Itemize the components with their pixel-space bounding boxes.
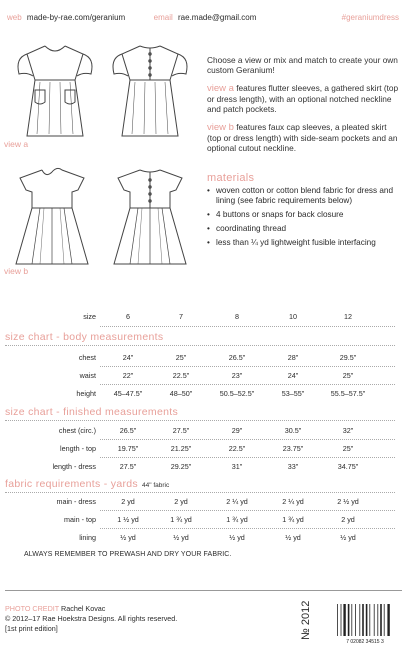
intro-lead: Choose a view or mix and match to create your own custom Geranium! xyxy=(207,55,398,75)
table-cell: 29.25" xyxy=(170,462,192,471)
table-row xyxy=(0,444,407,454)
view-b-text: features faux cap sleeves, a pleated skirt (top or dress length) with side-seam pockets and an optional cutout neckline. xyxy=(207,122,398,153)
table-cell: 26.5" xyxy=(228,353,246,362)
size-value: 6 xyxy=(126,312,130,321)
pattern-number: № 2012 xyxy=(300,600,312,640)
table-cell: 33" xyxy=(287,462,299,471)
divider xyxy=(100,439,395,440)
table-cell: 2 yd xyxy=(174,497,188,506)
divider xyxy=(5,345,395,346)
table-cell: ½ yd xyxy=(229,533,245,542)
table-cell: 1 ¾ yd xyxy=(170,515,192,524)
table-row xyxy=(0,371,407,381)
table-cell: 2 ¼ yd xyxy=(226,497,248,506)
size-label: size xyxy=(83,312,96,321)
table-cell: 31" xyxy=(231,462,243,471)
table-cell: 2 yd xyxy=(341,515,355,524)
materials-item: • less than ¼ yd lightweight fusible interfacing xyxy=(207,238,399,248)
row-label: lining xyxy=(79,533,96,542)
view-a-label: view a xyxy=(4,139,29,149)
table-cell: 27.5" xyxy=(172,426,190,435)
divider xyxy=(5,492,395,493)
view-a-front-illustration xyxy=(5,40,105,140)
table-row xyxy=(0,426,407,436)
copyright: © 2012–17 Rae Hoekstra Designs. All rights reserved. xyxy=(5,614,178,623)
materials-item: • 4 buttons or snaps for back closure xyxy=(207,210,399,220)
table-cell: 48–50" xyxy=(169,389,193,398)
table-row xyxy=(0,462,407,472)
view-b-keyword: view b xyxy=(207,122,234,133)
table-row xyxy=(0,389,407,399)
table-cell: 22.5" xyxy=(228,444,246,453)
size-value: 8 xyxy=(235,312,239,321)
photo-credit-label: PHOTO CREDIT xyxy=(5,604,60,613)
materials-item: • coordinating thread xyxy=(207,224,399,234)
table-cell: 50.5–52.5" xyxy=(219,389,255,398)
table-cell: ½ yd xyxy=(120,533,136,542)
table-cell: ½ yd xyxy=(173,533,189,542)
view-a-back-illustration xyxy=(100,40,200,140)
table-cell: 34.75" xyxy=(337,462,359,471)
table-cell: 22.5" xyxy=(172,371,190,380)
prewash-note: ALWAYS REMEMBER TO PREWASH AND DRY YOUR FABRIC. xyxy=(24,551,232,558)
row-label: length - top xyxy=(60,444,96,453)
divider xyxy=(5,420,395,421)
view-b-description xyxy=(207,122,399,153)
size-value: 10 xyxy=(289,312,297,321)
materials-item: • woven cotton or cotton blend fabric for dress and lining (see fabric requirements below) xyxy=(207,186,399,206)
web-label: web xyxy=(7,13,22,22)
table-cell: 30.5" xyxy=(284,426,302,435)
edition: [1st print edition] xyxy=(5,624,58,633)
intro-text xyxy=(207,55,399,161)
size-value: 7 xyxy=(179,312,183,321)
finished-measurements-title: size chart - finished measurements xyxy=(5,406,179,418)
size-value: 12 xyxy=(344,312,352,321)
table-cell: 23" xyxy=(231,371,243,380)
table-cell: 24" xyxy=(287,371,299,380)
divider xyxy=(100,528,395,529)
footer-divider xyxy=(5,590,402,591)
table-cell: 32" xyxy=(342,426,354,435)
materials-title: materials xyxy=(207,172,255,184)
hashtag: #geraniumdress xyxy=(341,13,399,22)
email-link[interactable]: rae.made@gmail.com xyxy=(178,13,257,22)
photo-credit xyxy=(5,604,177,614)
divider xyxy=(100,457,395,458)
table-cell: 24" xyxy=(122,353,134,362)
table-cell: 21.25" xyxy=(170,444,192,453)
table-cell: 25" xyxy=(342,444,354,453)
row-label: height xyxy=(76,389,96,398)
divider xyxy=(100,366,395,367)
web-link[interactable]: made-by-rae.com/geranium xyxy=(26,13,126,22)
row-label: chest (circ.) xyxy=(58,426,96,435)
view-b-front-illustration xyxy=(2,160,102,270)
divider xyxy=(100,384,395,385)
table-row xyxy=(0,497,407,507)
header xyxy=(7,13,402,22)
fabric-requirements-heading: fabric requirements - yards xyxy=(5,478,138,490)
table-cell: 23.75" xyxy=(282,444,304,453)
row-label: chest xyxy=(78,353,96,362)
table-row xyxy=(0,533,407,543)
table-cell: ½ yd xyxy=(285,533,301,542)
table-cell: 19.75" xyxy=(117,444,139,453)
footer xyxy=(5,604,177,634)
body-measurements-title: size chart - body measurements xyxy=(5,331,164,343)
row-label: main - top xyxy=(64,515,96,524)
table-cell: 1 ½ yd xyxy=(117,515,139,524)
fabric-requirements-title xyxy=(5,478,169,490)
table-cell: ½ yd xyxy=(340,533,356,542)
email-label: email xyxy=(153,13,173,22)
view-a-keyword: view a xyxy=(207,83,234,94)
view-b-label: view b xyxy=(4,266,29,276)
materials-list xyxy=(207,186,399,252)
view-a-description xyxy=(207,83,399,114)
table-cell: 28" xyxy=(287,353,299,362)
row-label: length - dress xyxy=(52,462,96,471)
table-cell: 1 ¾ yd xyxy=(226,515,248,524)
table-row xyxy=(0,353,407,363)
row-label: main - dress xyxy=(56,497,96,506)
size-row xyxy=(0,312,407,322)
barcode xyxy=(334,602,396,644)
barcode-digits: 7 02082 34515 3 xyxy=(346,639,384,644)
row-label: waist xyxy=(79,371,96,380)
table-cell: 25" xyxy=(342,371,354,380)
table-cell: 2 ¼ yd xyxy=(282,497,304,506)
fabric-width-note: 44" fabric xyxy=(141,482,170,489)
table-row xyxy=(0,515,407,525)
view-b-back-illustration xyxy=(100,160,200,270)
table-cell: 55.5–57.5" xyxy=(330,389,366,398)
table-cell: 45–47.5" xyxy=(113,389,143,398)
table-cell: 2 ½ yd xyxy=(337,497,359,506)
divider xyxy=(100,326,395,327)
table-cell: 27.5" xyxy=(119,462,137,471)
table-cell: 2 yd xyxy=(121,497,135,506)
table-cell: 1 ¾ yd xyxy=(282,515,304,524)
view-a-text: features flutter sleeves, a gathered skirt (top or dress length), with an optional notched neckline and patch pockets. xyxy=(207,83,399,114)
divider xyxy=(100,510,395,511)
photo-credit-name: Rachel Kovac xyxy=(59,604,106,613)
table-cell: 26.5" xyxy=(119,426,137,435)
table-cell: 22" xyxy=(122,371,134,380)
table-cell: 25" xyxy=(175,353,187,362)
table-cell: 29" xyxy=(231,426,243,435)
table-cell: 53–55" xyxy=(281,389,305,398)
table-cell: 29.5" xyxy=(339,353,357,362)
